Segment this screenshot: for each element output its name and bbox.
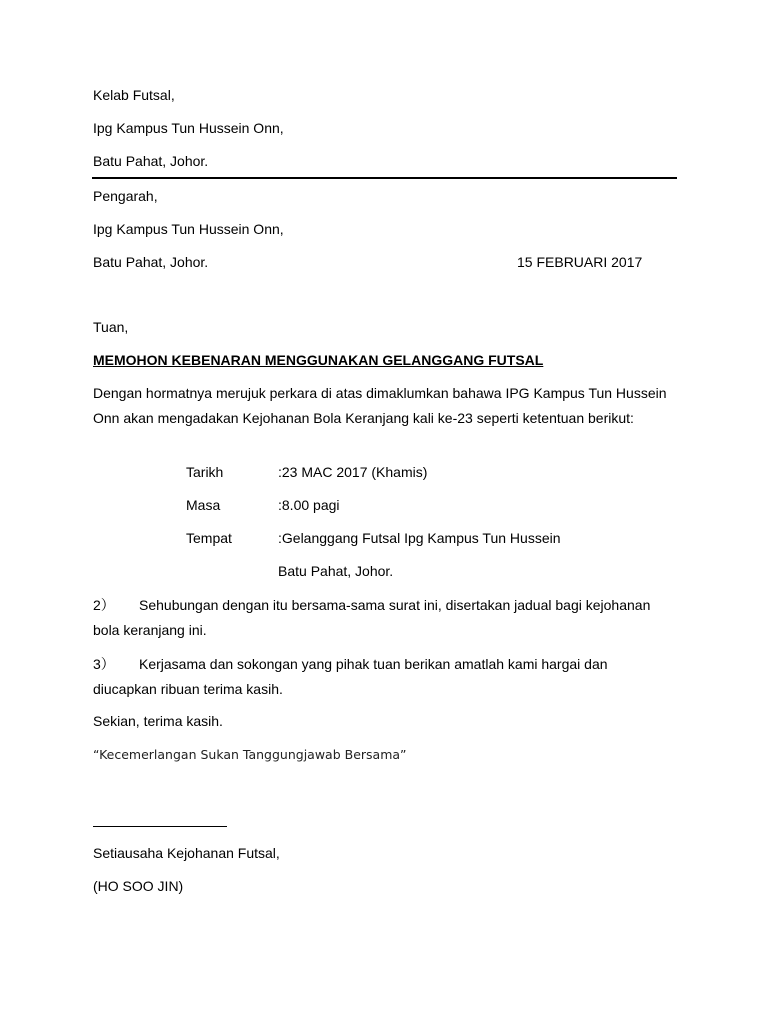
salutation: Tuan, [93,319,129,335]
detail-venue-continuation: Batu Pahat, Johor. [278,563,394,579]
recipient-line-3: Batu Pahat, Johor. [93,254,209,270]
paragraph-line-2: bola keranjang ini. [93,622,207,638]
letter-subject: MEMOHON KEBENARAN MENGGUNAKAN GELANGGANG FUTSAL [93,352,544,368]
motto: “Kecemerlangan Sukan Tanggungjawab Bersama” [93,747,407,762]
signature-line [93,826,227,827]
recipient-line-2: Ipg Kampus Tun Hussein Onn, [93,221,284,237]
detail-label-date: Tarikh [186,464,224,480]
detail-value-date: :23 MAC 2017 (Khamis) [278,464,428,480]
header-divider [92,177,677,179]
detail-value-time: :8.00 pagi [278,497,340,513]
sender-line-1: Kelab Futsal, [93,87,175,103]
paragraph-number: 2） [93,597,115,613]
signatory-title: Setiausaha Kejohanan Futsal, [93,845,280,861]
detail-label-venue: Tempat [186,530,232,546]
letter-date: 15 FEBRUARI 2017 [517,254,643,270]
sender-line-2: Ipg Kampus Tun Hussein Onn, [93,120,284,136]
paragraph-number: 3） [93,656,115,672]
intro-line-2: Onn akan mengadakan Kejohanan Bola Keranjang kali ke-23 seperti ketentuan berikut: [93,410,634,426]
sender-line-3: Batu Pahat, Johor. [93,153,209,169]
paragraph-line-2: diucapkan ribuan terima kasih. [93,681,283,697]
signatory-name: (HO SOO JIN) [93,878,184,894]
paragraph-line-1: Kerjasama dan sokongan yang pihak tuan berikan amatlah kami hargai dan [139,656,608,672]
paragraph-line-1: Sehubungan dengan itu bersama-sama surat ini, disertakan jadual bagi kejohanan [139,597,651,613]
intro-line-1: Dengan hormatnya merujuk perkara di atas dimaklumkan bahawa IPG Kampus Tun Hussein [93,385,667,401]
recipient-line-1: Pengarah, [93,188,158,204]
closing-line: Sekian, terima kasih. [93,713,223,729]
detail-label-time: Masa [186,497,221,513]
detail-value-venue: :Gelanggang Futsal Ipg Kampus Tun Hussein [278,530,561,546]
